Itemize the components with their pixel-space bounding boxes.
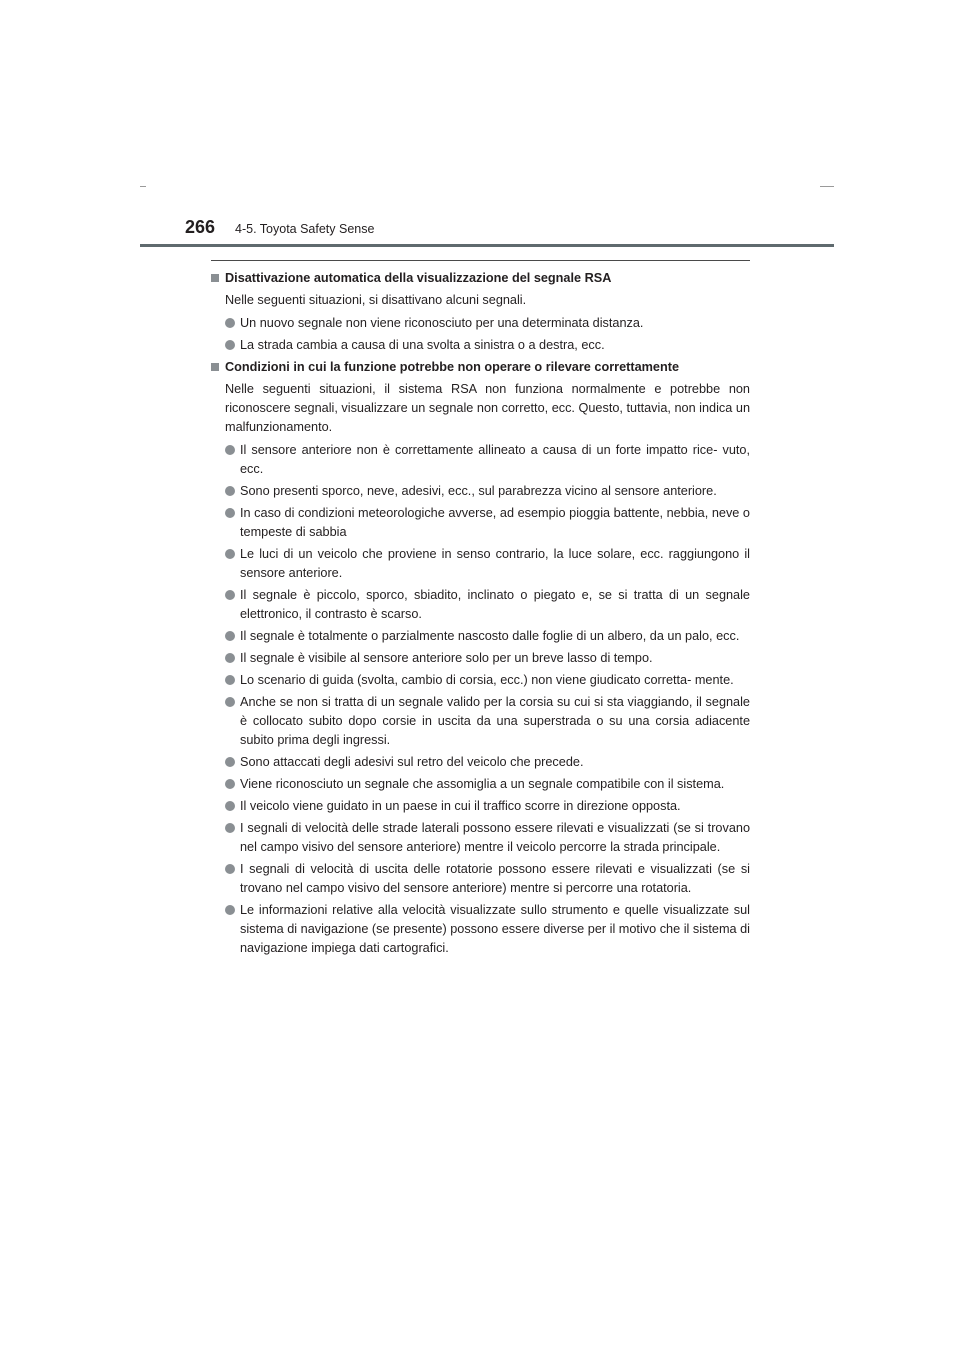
list-item: [225, 753, 750, 772]
list-item-text: Sono presenti sporco, neve, adesivi, ecc., sul parabrezza vicino al sensore anteriore.: [240, 484, 717, 498]
bullet-list: [211, 314, 750, 355]
list-item-text: Il segnale è visibile al sensore anteriore solo per un breve lasso di tempo.: [240, 651, 653, 665]
crop-mark-right: [820, 186, 834, 187]
dot-bullet-icon: [225, 590, 235, 600]
list-item-text: Le luci di un veicolo che proviene in senso contrario, la luce solare, ecc. raggiungono il sensore anteriore.: [240, 547, 750, 580]
list-item-text: Anche se non si tratta di un segnale valido per la corsia su cui si sta viaggiando, il segnale è collocato subito dopo corsie in uscita da una superstrada o su una corsia adiacente subito prima degli ingressi.: [240, 695, 750, 747]
dot-bullet-icon: [225, 675, 235, 685]
dot-bullet-icon: [225, 653, 235, 663]
dot-bullet-icon: [225, 801, 235, 811]
subsection-heading: [211, 358, 750, 377]
list-item-text: Il veicolo viene guidato in un paese in cui il traffico scorre in direzione opposta.: [240, 799, 681, 813]
bullet-list: [211, 441, 750, 958]
dot-bullet-icon: [225, 486, 235, 496]
list-item-text: Lo scenario di guida (svolta, cambio di corsia, ecc.) non viene giudicato corretta- mente.: [240, 673, 734, 687]
dot-bullet-icon: [225, 549, 235, 559]
dot-bullet-icon: [225, 697, 235, 707]
list-item: [225, 649, 750, 668]
dot-bullet-icon: [225, 779, 235, 789]
dot-bullet-icon: [225, 318, 235, 328]
list-item: [225, 797, 750, 816]
list-item: [225, 482, 750, 501]
list-item: [225, 901, 750, 958]
page-header: [140, 210, 834, 250]
list-item: [225, 545, 750, 583]
list-item-text: Sono attaccati degli adesivi sul retro del veicolo che precede.: [240, 755, 584, 769]
list-item-text: Il segnale è totalmente o parzialmente nascosto dalle foglie di un albero, da un palo, ecc.: [240, 629, 740, 643]
list-item-text: Un nuovo segnale non viene riconosciuto per una determinata distanza.: [240, 316, 644, 330]
list-item: [225, 775, 750, 794]
dot-bullet-icon: [225, 823, 235, 833]
square-bullet-icon: [211, 363, 219, 371]
list-item: [225, 693, 750, 750]
heading-text: Disattivazione automatica della visualizzazione del segnale RSA: [225, 271, 612, 285]
list-item-text: Il segnale è piccolo, sporco, sbiadito, inclinato o piegato e, se si tratta di un segnale elettronico, il contrasto è scarso.: [240, 588, 750, 621]
list-item-text: Viene riconosciuto un segnale che assomiglia a un segnale compatibile con il sistema.: [240, 777, 725, 791]
list-item: [225, 671, 750, 690]
list-item-text: Il sensore anteriore non è correttamente allineato a causa di un forte impatto rice- vuto, ecc.: [240, 443, 750, 476]
dot-bullet-icon: [225, 864, 235, 874]
list-item-text: La strada cambia a causa di una svolta a sinistra o a destra, ecc.: [240, 338, 605, 352]
dot-bullet-icon: [225, 757, 235, 767]
dot-bullet-icon: [225, 508, 235, 518]
intro-paragraph: Nelle seguenti situazioni, il sistema RSA non funziona normalmente e potrebbe non riconoscere segnali, visualizzare un segnale non corretto, ecc. Questo, tuttavia, non indica un malfunzionamento.: [225, 382, 750, 434]
dot-bullet-icon: [225, 631, 235, 641]
list-item: [225, 819, 750, 857]
dot-bullet-icon: [225, 445, 235, 455]
heading-text: Condizioni in cui la funzione potrebbe non operare o rilevare correttamente: [225, 360, 679, 374]
square-bullet-icon: [211, 274, 219, 282]
dot-bullet-icon: [225, 905, 235, 915]
list-item: [225, 627, 750, 646]
subsection-heading: [211, 269, 750, 288]
crop-mark-left: [140, 186, 146, 187]
list-item: [225, 441, 750, 479]
list-item-text: Le informazioni relative alla velocità visualizzate sullo strumento e quelle visualizzate sul sistema di navigazione (se presente) possono essere diverse per il motivo che il sistema di navigazione impiega dati cartografici.: [240, 903, 750, 955]
subsection-conditions: [211, 358, 750, 958]
dot-bullet-icon: [225, 340, 235, 350]
page-number: 266: [185, 217, 216, 237]
list-item-text: In caso di condizioni meteorologiche avverse, ad esempio pioggia battente, nebbia, neve o tempeste di sabbia: [240, 506, 750, 539]
list-item: [225, 504, 750, 542]
intro-paragraph: Nelle seguenti situazioni, si disattivano alcuni segnali.: [225, 293, 527, 307]
list-item-text: I segnali di velocità delle strade laterali possono essere rilevati e visualizzati (se si trovano nel campo visivo del sensore anteriore) mentre il veicolo percorre la strada principale.: [240, 821, 750, 854]
page-content: [211, 260, 750, 961]
list-item: [225, 860, 750, 898]
header-rule: [140, 244, 834, 247]
section-title: 4-5. Toyota Safety Sense: [235, 222, 375, 236]
list-item: [225, 586, 750, 624]
list-item-text: I segnali di velocità di uscita delle rotatorie possono essere rilevati e visualizzati (se si trovano nel campo visivo del sensore anteriore) mentre si percorre una rotatoria.: [240, 862, 750, 895]
list-item: [225, 314, 750, 333]
subsection-auto-deactivation: [211, 269, 750, 355]
list-item: [225, 336, 750, 355]
